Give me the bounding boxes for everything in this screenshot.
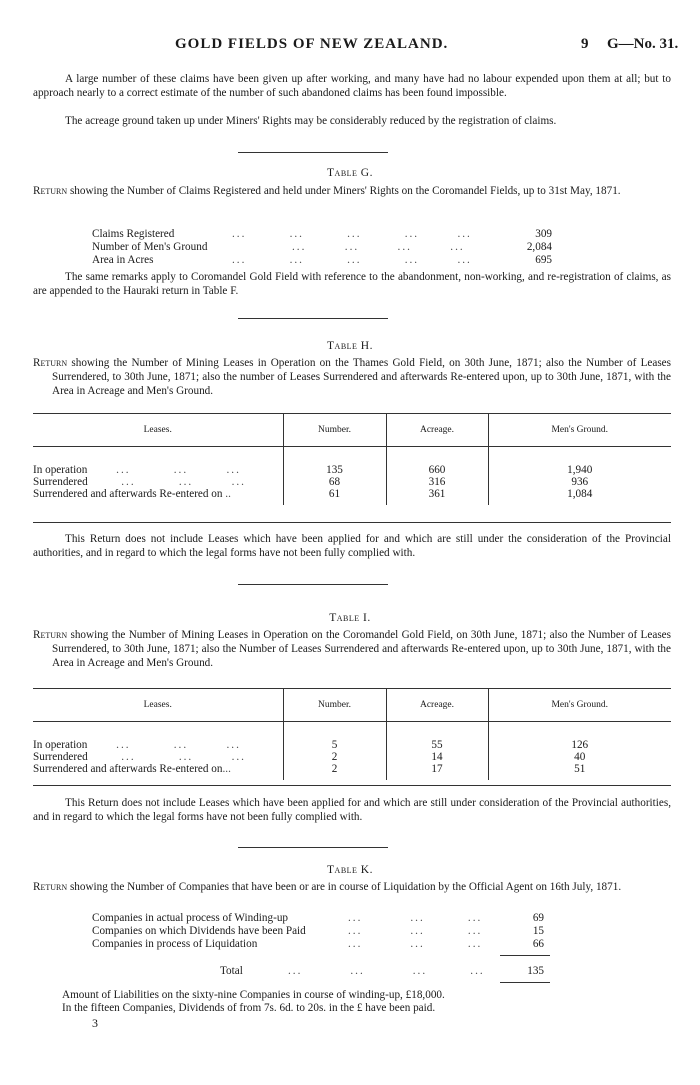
cell-number: 135 <box>283 447 386 477</box>
return-word: Return <box>33 629 68 641</box>
column-header-mens-ground: Men's Ground. <box>488 688 671 722</box>
table-h-bottom-rule <box>33 522 671 523</box>
column-header-number: Number. <box>283 413 386 447</box>
table-row <box>33 722 671 752</box>
section-divider <box>238 152 388 153</box>
table-i-description-text: showing the Number of Mining Leases in Operation on the Coromandel Gold Field, on 30th June, 1871; also the Number of Leases Surrendered, to 30th June, 1871; also the Number of Leases Surrendered and afterwards Re-entered upon, up to 30th June, 1871, with the Area in Acreage and Men's Ground. <box>52 629 671 669</box>
table-h-description <box>33 356 671 398</box>
intro-paragraph-2: The acreage ground taken up under Miners' Rights may be considerably reduced by the registration of claims. <box>65 115 557 127</box>
row-label: Surrendered ... ... ... <box>33 751 246 763</box>
cell-acreage: 316 <box>386 476 488 488</box>
leader-dots: ... ... ... <box>348 938 483 950</box>
column-header-leases: Leases. <box>33 688 283 722</box>
row-label: Area in Acres <box>92 254 154 266</box>
table-header-row <box>33 413 671 447</box>
column-header-mens-ground: Men's Ground. <box>488 413 671 447</box>
table-i-bottom-rule <box>33 785 671 786</box>
total-rule <box>500 982 550 983</box>
cell-mens-ground: 40 <box>488 751 671 763</box>
table-i-description <box>33 628 671 670</box>
row-label: In operation ... ... ... <box>33 739 241 751</box>
cell-mens-ground: 936 <box>488 476 671 488</box>
column-header-leases: Leases. <box>33 413 283 447</box>
section-divider <box>238 847 388 848</box>
table-i <box>33 688 671 780</box>
section-divider <box>238 318 388 319</box>
return-word: Return <box>33 185 68 197</box>
table-g-note: The same remarks apply to Coromandel Gold Field with reference to the abandonment, non-working, and re-registration of claims, as are appended to the Hauraki return in Table F. <box>33 271 671 297</box>
leader-dots: ... ... ... ... ... <box>232 228 472 240</box>
cell-number: 68 <box>283 476 386 488</box>
row-label: Number of Men's Ground <box>92 241 208 253</box>
total-value: 135 <box>527 965 544 977</box>
return-word: Return <box>33 881 68 893</box>
page-number: 9 <box>581 36 589 52</box>
row-label: Companies on which Dividends have been Paid <box>92 925 306 937</box>
table-h-description-text: showing the Number of Mining Leases in Operation on the Thames Gold Field, on 30th June, 1871; also the Number of Leases Surrendered, to 30th June, 1871; also the number of Leases Surrendered and afterwards Re-entered upon, up to 30th June, 1871, with the Area in Acreage and Men's Ground. <box>52 357 672 397</box>
row-label: Surrendered and afterwards Re-entered on... <box>33 763 231 775</box>
table-g-title: Table G. <box>327 167 373 179</box>
column-header-number: Number. <box>283 688 386 722</box>
leader-dots: ... ... ... ... ... <box>232 254 472 266</box>
leader-dots: ... ... ... ... <box>292 241 465 253</box>
cell-number: 2 <box>283 751 386 763</box>
row-label: Companies in process of Liquidation <box>92 938 258 950</box>
cell-mens-ground: 1,940 <box>488 447 671 477</box>
table-header-row <box>33 688 671 722</box>
column-header-acreage: Acreage. <box>386 413 488 447</box>
table-row <box>33 488 671 505</box>
column-header-acreage: Acreage. <box>386 688 488 722</box>
page-header <box>0 36 700 56</box>
document-reference: G—No. 31. <box>607 36 679 52</box>
document-page: GOLD FIELDS OF NEW ZEALAND. 9 G—No. 31. A large number of these claims have been given up after working, and many have had no labour expended upon them at all; but to approach nearly to a correct estimate of the number of such abandoned claims has been found impossible. The acreage ground taken up under Miners' Rights may be considerably reduced by the registration of claims. Table G. Return showing the Number of Claims Registered and held under Miners' Rights on the Coromandel Fields, up to 31st May, 1871. Claims Registered ... ... ... ... ... 309 Number of Men's Ground ... ... ... ... 2,084 Area in Acres ... ... ... ... ... 695 The same remarks apply to Coromandel Gold Field with reference to the abandonment, non-working, and re-registration of claims, as are appended to the Hauraki return in Table F. Table H. Return showing the Number of Mining Leases in Operation on the Thames Gold Field, on 30th June, 1871; also the Number of Leases Surrendered, to 30th June, 1871; also the number of Leases Surrendered and afterwards Re-entered upon, up to 30th June, 1871, with the Area in Acreage and Men's Ground. Leases. Number. Acreage. Men's Ground. In operation ... ... ... 135 660 1,940 Surrendered ... ... ... 68 316 936 Surrendered and afterwards Re-entered on .. 61 361 1,084 This Return does not include Leases which have been applied for and which are still under the consideration of the Provincial authorities, and in regard to which the legal forms have not been fully complied with. Table I. Return showing the Number of Mining Leases in Operation on the Coromandel Gold Field, on 30th June, 1871; also the Number of Leases Surrendered, to 30th June, 1871; also the Number of Leases Surrendered and afterwards Re-entered upon, up to 30th June, 1871, with the Area in Acreage and Men's Ground. Leases. Number. Acreage. Men's Ground. In operation ... ... ... 5 55 126 Surrendered ... ... ... 2 14 40 Surrendered and afterwards Re-entered on... 2 17 51 This Return does not include Leases which have been applied for and which are still under consideration of the Provincial authorities, and in regard to which the legal forms have not been fully complied with. Table K. Return showing the Number of Companies that have been or are in course of Liquidation by the Official Agent on 16th July, 1871. Companies in actual process of Winding-up ... ... ... 69 Companies on which Dividends have been Paid ... ... ... 15 Companies in process of Liquidation ... ... ... 66 Total ... ... ... ... 135 Amount of Liabilities on the sixty-nine Companies in course of winding-up, £18,000. In the fifteen Companies, Dividends of from 7s. 6d. to 20s. in the £ have been paid. 3 <box>0 0 700 1085</box>
row-value: 15 <box>532 925 544 937</box>
total-rule <box>500 955 550 956</box>
table-g-description <box>33 184 671 198</box>
table-row <box>33 447 671 477</box>
row-value: 695 <box>535 254 552 266</box>
cell-acreage: 55 <box>386 722 488 752</box>
section-divider <box>238 584 388 585</box>
row-label: Surrendered ... ... ... <box>33 476 246 488</box>
cell-number: 5 <box>283 722 386 752</box>
row-value: 66 <box>532 938 544 950</box>
return-word: Return <box>33 357 68 369</box>
total-label: Total <box>220 965 243 977</box>
table-i-title: Table I. <box>329 612 371 624</box>
table-h-note: This Return does not include Leases which have been applied for and which are still under the consideration of the Provincial authorities, and in regard to which the legal forms have not been fully complied with. <box>33 533 671 559</box>
row-value: 2,084 <box>526 241 552 253</box>
running-title: GOLD FIELDS OF NEW ZEALAND. <box>175 36 449 52</box>
table-row <box>33 476 671 488</box>
cell-acreage: 361 <box>386 488 488 505</box>
cell-mens-ground: 126 <box>488 722 671 752</box>
cell-number: 2 <box>283 763 386 780</box>
row-label: Companies in actual process of Winding-up <box>92 912 289 924</box>
table-h <box>33 413 671 505</box>
table-k-title: Table K. <box>327 864 373 876</box>
table-i-note: This Return does not include Leases which have been applied for and which are still under consideration of the Provincial authorities, and in regard to which the legal forms have not been fully complied with. <box>33 797 671 823</box>
leader-dots: ... ... ... ... <box>288 965 485 977</box>
row-label: Surrendered and afterwards Re-entered on .. <box>33 488 231 500</box>
leader-dots: ... ... ... <box>348 925 483 937</box>
table-k-description <box>33 880 671 894</box>
row-value: 309 <box>535 228 552 240</box>
table-k-description-text: showing the Number of Companies that have been or are in course of Liquidation by the Official Agent on 16th July, 1871. <box>69 881 622 893</box>
cell-acreage: 14 <box>386 751 488 763</box>
intro-paragraph-1: A large number of these claims have been given up after working, and many have had no labour expended upon them at all; but to approach nearly to a correct estimate of the number of such abandoned claims has been found impossible. <box>33 73 671 99</box>
table-h-title: Table H. <box>327 340 373 352</box>
cell-acreage: 17 <box>386 763 488 780</box>
cell-mens-ground: 1,084 <box>488 488 671 505</box>
cell-number: 61 <box>283 488 386 505</box>
table-row <box>33 763 671 780</box>
row-label: Claims Registered <box>92 228 175 240</box>
table-g-description-text: showing the Number of Claims Registered and held under Miners' Rights on the Coromandel Fields, up to 31st May, 1871. <box>69 185 621 197</box>
cell-acreage: 660 <box>386 447 488 477</box>
row-value: 69 <box>532 912 544 924</box>
leader-dots: ... ... ... <box>348 912 483 924</box>
table-row <box>33 751 671 763</box>
cell-mens-ground: 51 <box>488 763 671 780</box>
signature-mark: 3 <box>92 1016 98 1030</box>
row-label: In operation ... ... ... <box>33 464 241 476</box>
